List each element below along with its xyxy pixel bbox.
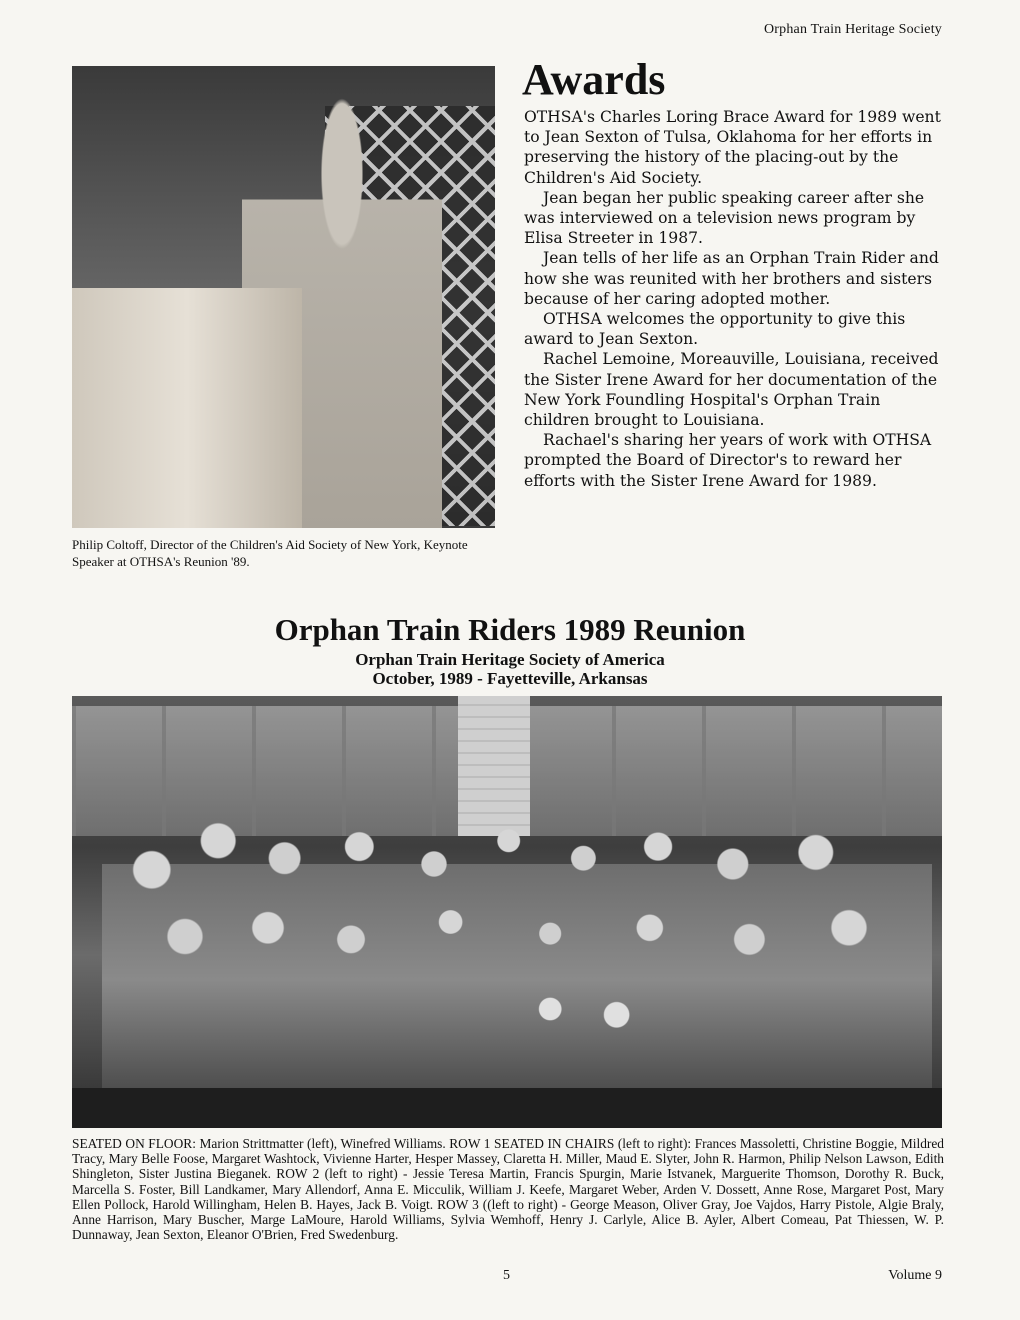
reunion-subtitle-org: Orphan Train Heritage Society of America [355,650,665,669]
floor [72,1088,942,1128]
photo-caption-speaker: Philip Coltoff, Director of the Children's Aid Society of New York, Keynote Speaker at OTHSA's Reunion '89. [72,537,468,569]
awards-paragraph: OTHSA welcomes the opportunity to give this award to Jean Sexton. [524,310,906,349]
awards-article [524,107,944,491]
awards-paragraph: Rachael's sharing her years of work with OTHSA prompted the Board of Director's to reward her efforts with the Sister Irene Award for 1989. [524,431,932,490]
publication-header: Orphan Train Heritage Society [763,22,942,37]
podium [72,288,302,528]
awards-paragraph: OTHSA's Charles Loring Brace Award for 1989 went to Jean Sexton of Tulsa, Oklahoma for her efforts in preserving the history of the placing-out by the Children's Aid Society. [524,108,941,187]
page-number: 5 [503,1268,510,1283]
volume-label: Volume 9 [888,1268,942,1283]
keynote-speaker-photo [72,66,495,528]
group-photo-caption: SEATED ON FLOOR: Marion Strittmatter (left), Winefred Williams. ROW 1 SEATED IN CHAIRS (left to right): Frances Massoletti, Christine Boggie, Mildred Tracy, Mary Belle Foose, Margaret Washtock, Vivienne Harter, Hesper Massey, Claretta H. Miller, Maud E. Slyter, John R. Harmon, Philip Nelson Lawson, Edith Shingleton, Sister Justina Bieganek. ROW 2 (left to right) - Jessie Teresa Martin, Francis Spurgin, Marie Istvanek, Marguerite Thomson, Dorothy R. Buck, Marcella S. Foster, Bill Landkamer, Mary Allendorf, Anna E. Micculik, William J. Keefe, Margaret Weber, Arden V. Dossett, Anne Rose, Margaret Post, Mary Ellen Pollock, Harold Willingham, Helen B. Hayes, Jack B. Voigt. ROW 3 ((left to right) - George Meason, Oliver Gray, Joe Vajdos, Harry Pistole, Algie Braly, Anne Harrison, Mary Buscher, Marge LaMoure, Harold Williams, Sylvia Wemhoff, Henry J. Carlyle, Alice B. Ayler, Albert Comeau, Pat Thiessen, W. P. Dunnaway, Jean Sexton, Eleanor O'Brien, Fred Swedenburg. [72,1136,944,1243]
awards-paragraph: Jean began her public speaking career after she was interviewed on a television news program by Elisa Streeter in 1987. [524,188,925,248]
awards-paragraph: Rachel Lemoine, Moreauville, Louisiana, received the Sister Irene Award for her documentation of the New York Foundling Hospital's Orphan Train children brought to Louisiana. [524,350,939,430]
reunion-title: Orphan Train Riders 1989 Reunion [274,612,746,647]
reunion-subtitle-date: October, 1989 - Fayetteville, Arkansas [372,669,648,688]
awards-paragraph: Jean tells of her life as an Orphan Train Rider and how she was reunited with her brothers and sisters because of her caring adopted mother. [524,249,939,308]
group-photo [72,696,942,1128]
awards-heading: Awards [522,55,666,104]
reunion-group [102,806,932,1096]
